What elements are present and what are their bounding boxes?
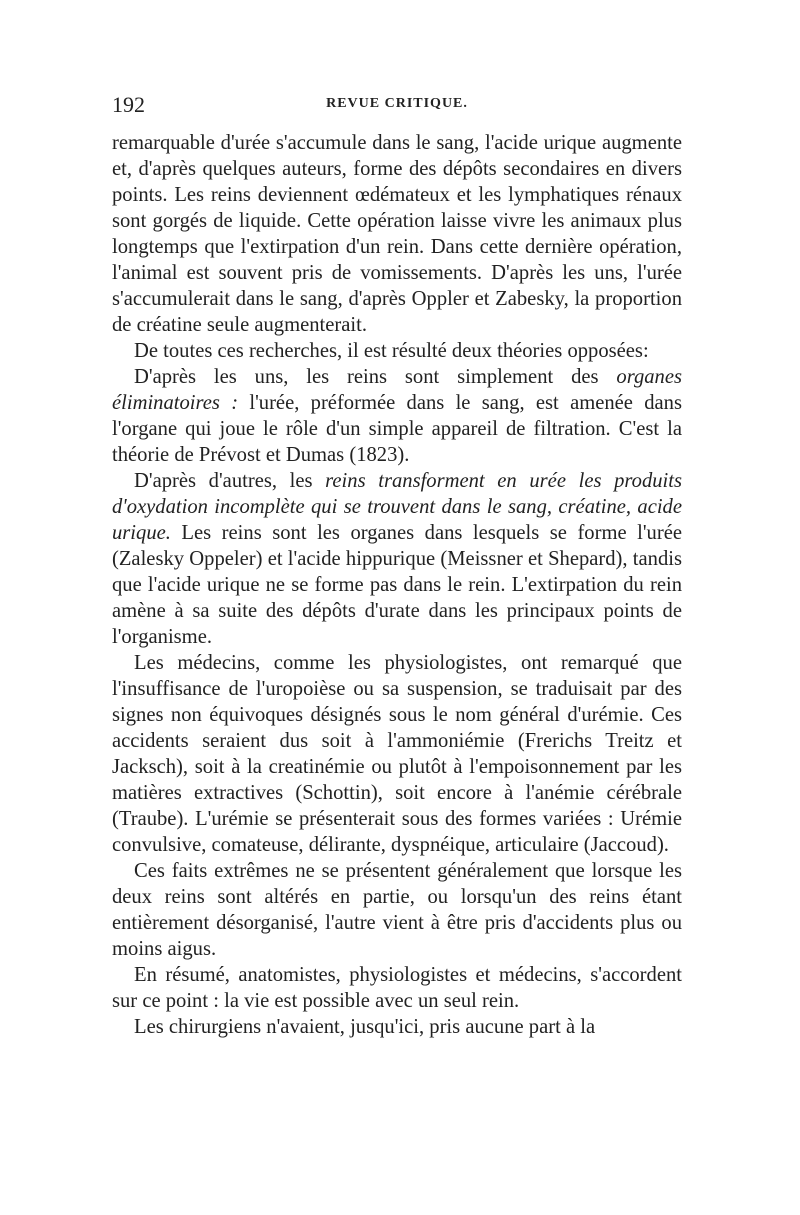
page-header <box>112 92 682 122</box>
text-run: remarquable d'urée s'accumule dans le sang, l'acide urique augmente et, d'après quelques auteurs, forme des dépôts secondaires en divers points. Les reins deviennent œdémateux et les lymphatiques rénaux sont gorgés de liquide. Cette opération laisse vivre les animaux plus longtemps que l'extirpation d'un rein. Dans cette dernière opération, l'animal est souvent pris de vomissements. D'après les uns, l'urée s'accumulerait dans le sang, d'après Oppler et Zabesky, la proportion de créatine seule augmenterait. <box>112 132 682 336</box>
paragraph <box>112 1014 682 1040</box>
text-run: Les chirurgiens n'avaient, jusqu'ici, pris aucune part à la <box>134 1016 596 1038</box>
paragraph <box>112 858 682 962</box>
paragraph <box>112 468 682 650</box>
text-run: l'urée, préformée dans le sang, est amenée dans l'organe qui joue le rôle d'un simple appareil de filtration. C'est la théorie de Prévost et Dumas (1823). <box>112 392 682 466</box>
text-run: De toutes ces recherches, il est résulté deux théories opposées: <box>134 340 649 362</box>
text-run: En résumé, anatomistes, physiologistes et médecins, s'accordent sur ce point : la vie est possible avec un seul rein. <box>112 964 682 1012</box>
running-title: REVUE CRITIQUE. <box>326 96 468 111</box>
text-run: D'après d'autres, les <box>134 470 326 492</box>
paragraph <box>112 650 682 858</box>
text-run: Les reins sont les organes dans lesquels se forme l'urée (Zalesky Oppeler) et l'acide hippurique (Meissner et Shepard), tandis que l'acide urique ne se forme pas dans le rein. L'extirpation du rein amène à sa suite des dépôts d'urate dans les principaux points de l'organisme. <box>112 522 682 648</box>
paragraph <box>112 962 682 1014</box>
page-number: 192 <box>112 92 145 117</box>
text-run: D'après les uns, les reins sont simplement des <box>134 366 617 388</box>
italic-text-run: organes éliminatoires : <box>112 366 682 414</box>
paragraph <box>112 338 682 364</box>
body-text <box>112 130 682 1040</box>
italic-text-run: reins transforment en urée les produits d'oxydation incomplète qui se trouvent dans le sang, créatine, acide urique. <box>112 470 683 544</box>
text-run: Ces faits extrêmes ne se présentent généralement que lorsque les deux reins sont altérés en partie, ou lorsqu'un des reins étant entièrement désorganisé, l'autre vient à être pris d'accidents plus ou moins aigus. <box>112 860 682 960</box>
text-run: Les médecins, comme les physiologistes, ont remarqué que l'insuffisance de l'uropoièse ou sa suspension, se traduisait par des signes non équivoques désignés sous le nom général d'urémie. Ces accidents seraient dus soit à l'ammoniémie (Frerichs Treitz et Jacksch), soit à la creatinémie ou plutôt à l'empoisonnement par les matières extractives (Schottin), soit encore à l'anémie cérébrale (Traube). L'urémie se présenterait sous des formes variées : Urémie convulsive, comateuse, délirante, dyspnéique, articulaire (Jaccoud). <box>112 652 682 856</box>
paragraph <box>112 130 682 338</box>
paragraph <box>112 364 682 468</box>
